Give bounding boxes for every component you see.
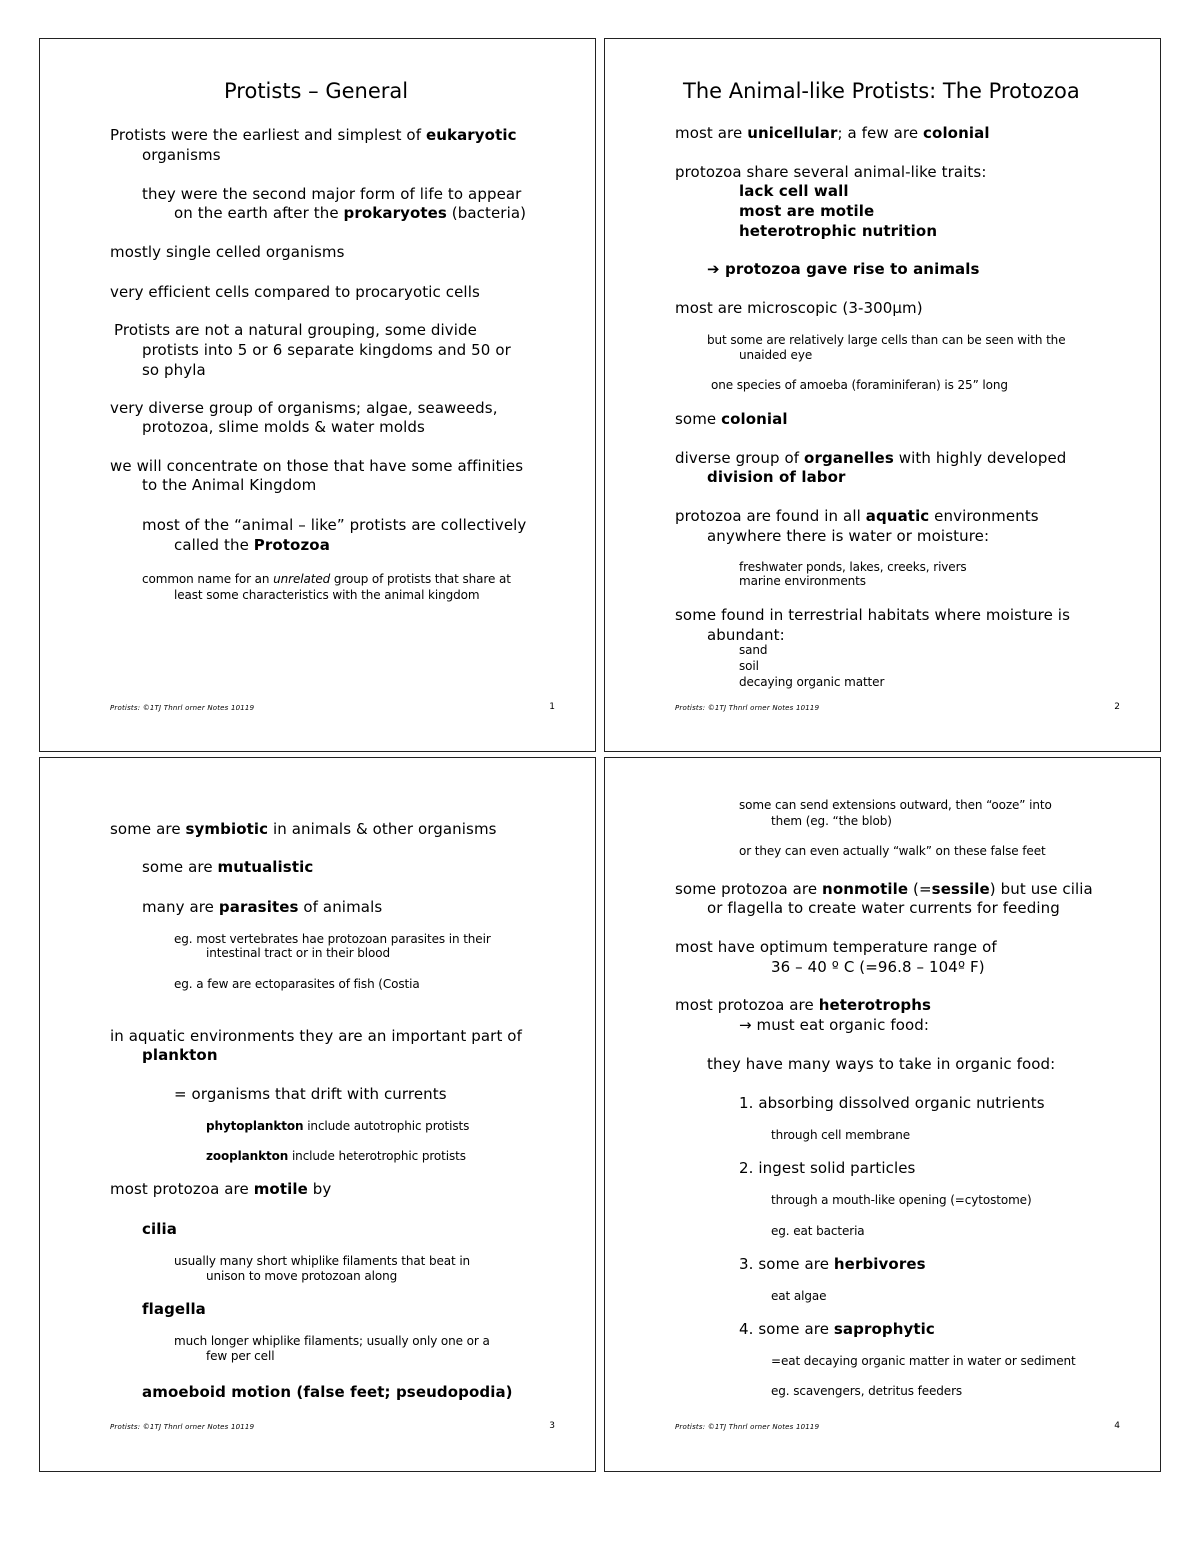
text-line: 3. some are herbivores [739,1255,926,1273]
text-line: protozoa are found in all aquatic environments [675,507,1039,525]
slide-footer: Protists: ©1TJ Thnrl orner Notes 10119 [110,1423,255,1431]
text-line: some can send extensions outward, then “ooze” into [739,798,1052,812]
text-line: decaying organic matter [739,675,885,689]
text-line: amoeboid motion (false feet; pseudopodia) [142,1383,513,1401]
text-line: protists into 5 or 6 separate kingdoms and 50 or [142,341,511,359]
slide-title: Protists – General [224,79,409,103]
text-line: least some characteristics with the animal kingdom [174,588,480,602]
text-line: many are parasites of animals [142,898,383,916]
text-line: through cell membrane [771,1128,910,1142]
text-line: to the Animal Kingdom [142,476,317,494]
text-line: they were the second major form of life to appear [142,185,522,203]
text-line: intestinal tract or in their blood [206,946,391,960]
text-line: some colonial [675,410,788,428]
text-line: most have optimum temperature range of [675,938,997,956]
text-line: or flagella to create water currents for feeding [707,899,1060,917]
text-line: most protozoa are heterotrophs [675,996,932,1014]
text-line: most of the “animal – like” protists are collectively [142,516,527,534]
text-line: soil [739,659,759,673]
text-line: most are microscopic (3-300µm) [675,299,923,317]
text-line: most are motile [739,202,875,220]
slide-4 [604,757,1161,1472]
slide-1 [39,38,596,752]
slide-footer: Protists: ©1TJ Thnrl orner Notes 10119 [110,704,255,712]
text-line: protozoa share several animal-like traits: [675,163,987,181]
text-line: 2. ingest solid particles [739,1159,916,1177]
slide-3 [39,757,596,1472]
text-line: phytoplankton include autotrophic protists [206,1119,470,1133]
text-line: very diverse group of organisms; algae, seaweeds, [110,399,498,417]
text-line: 4. some are saprophytic [739,1320,935,1338]
text-line: diverse group of organelles with highly developed [675,449,1067,467]
text-line: unison to move protozoan along [206,1269,398,1283]
text-line: Protists are not a natural grouping, some divide [114,321,478,339]
text-line: usually many short whiplike filaments that beat in [174,1254,471,1268]
text-line: freshwater ponds, lakes, creeks, rivers [739,560,967,574]
text-line: marine environments [739,574,866,588]
text-line: eat algae [771,1289,827,1303]
text-line: few per cell [206,1349,275,1363]
text-line: them (eg. “the blob) [771,814,892,828]
text-line: cilia [142,1220,177,1238]
page-number: 1 [549,702,555,712]
text-line: they have many ways to take in organic food: [707,1055,1056,1073]
text-line: protozoa, slime molds & water molds [142,418,425,436]
text-line: 1. absorbing dissolved organic nutrients [739,1094,1045,1112]
text-line: → must eat organic food: [739,1016,930,1034]
text-line: called the Protozoa [174,536,330,554]
slide-footer: Protists: ©1TJ Thnrl orner Notes 10119 [675,1423,820,1431]
text-line: eg. scavengers, detritus feeders [771,1384,963,1398]
text-line: = organisms that drift with currents [174,1085,447,1103]
text-line: ➔ protozoa gave rise to animals [707,260,980,278]
text-line: anywhere there is water or moisture: [707,527,990,545]
slide-footer: Protists: ©1TJ Thnrl orner Notes 10119 [675,704,820,712]
text-line: eg. most vertebrates hae protozoan parasites in their [174,932,491,946]
text-line: =eat decaying organic matter in water or sediment [771,1354,1076,1368]
text-line: we will concentrate on those that have some affinities [110,457,524,475]
text-line: organisms [142,146,221,164]
page-number: 2 [1114,702,1120,712]
text-line: some are mutualistic [142,858,314,876]
text-line: abundant: [707,626,785,644]
page-number: 4 [1114,1421,1120,1431]
slide-2 [604,38,1161,752]
text-line: 36 – 40 º C (=96.8 – 104º F) [771,958,985,976]
text-line: heterotrophic nutrition [739,222,938,240]
text-line: sand [739,643,768,657]
text-line: but some are relatively large cells than can be seen with the [707,333,1066,347]
text-line: zooplankton include heterotrophic protists [206,1149,466,1163]
text-line: eg. eat bacteria [771,1224,865,1238]
text-line: or they can even actually “walk” on these false feet [739,844,1046,858]
text-line: through a mouth-like opening (=cytostome) [771,1193,1032,1207]
text-line: much longer whiplike filaments; usually only one or a [174,1334,490,1348]
text-line: plankton [142,1046,218,1064]
text-line: on the earth after the prokaryotes (bacteria) [174,204,527,222]
text-line: so phyla [142,361,206,379]
text-line: mostly single celled organisms [110,243,345,261]
text-line: common name for an unrelated group of protists that share at [142,572,511,586]
text-line: one species of amoeba (foraminiferan) is 25” long [711,378,1008,392]
text-line: eg. a few are ectoparasites of fish (Costia [174,977,420,991]
page-number: 3 [549,1421,555,1431]
text-line: in aquatic environments they are an important part of [110,1027,522,1045]
slide-title: The Animal-like Protists: The Protozoa [683,79,1080,103]
text-line: flagella [142,1300,206,1318]
text-line: unaided eye [739,348,813,362]
text-line: most are unicellular; a few are colonial [675,124,990,142]
text-line: most protozoa are motile by [110,1180,332,1198]
text-line: some are symbiotic in animals & other organisms [110,820,497,838]
text-line: Protists were the earliest and simplest of eukaryotic [110,126,517,144]
text-line: some found in terrestrial habitats where moisture is [675,606,1070,624]
text-line: very efficient cells compared to procaryotic cells [110,283,480,301]
text-line: division of labor [707,468,846,486]
text-line: some protozoa are nonmotile (=sessile) but use cilia [675,880,1093,898]
text-line: lack cell wall [739,182,849,200]
